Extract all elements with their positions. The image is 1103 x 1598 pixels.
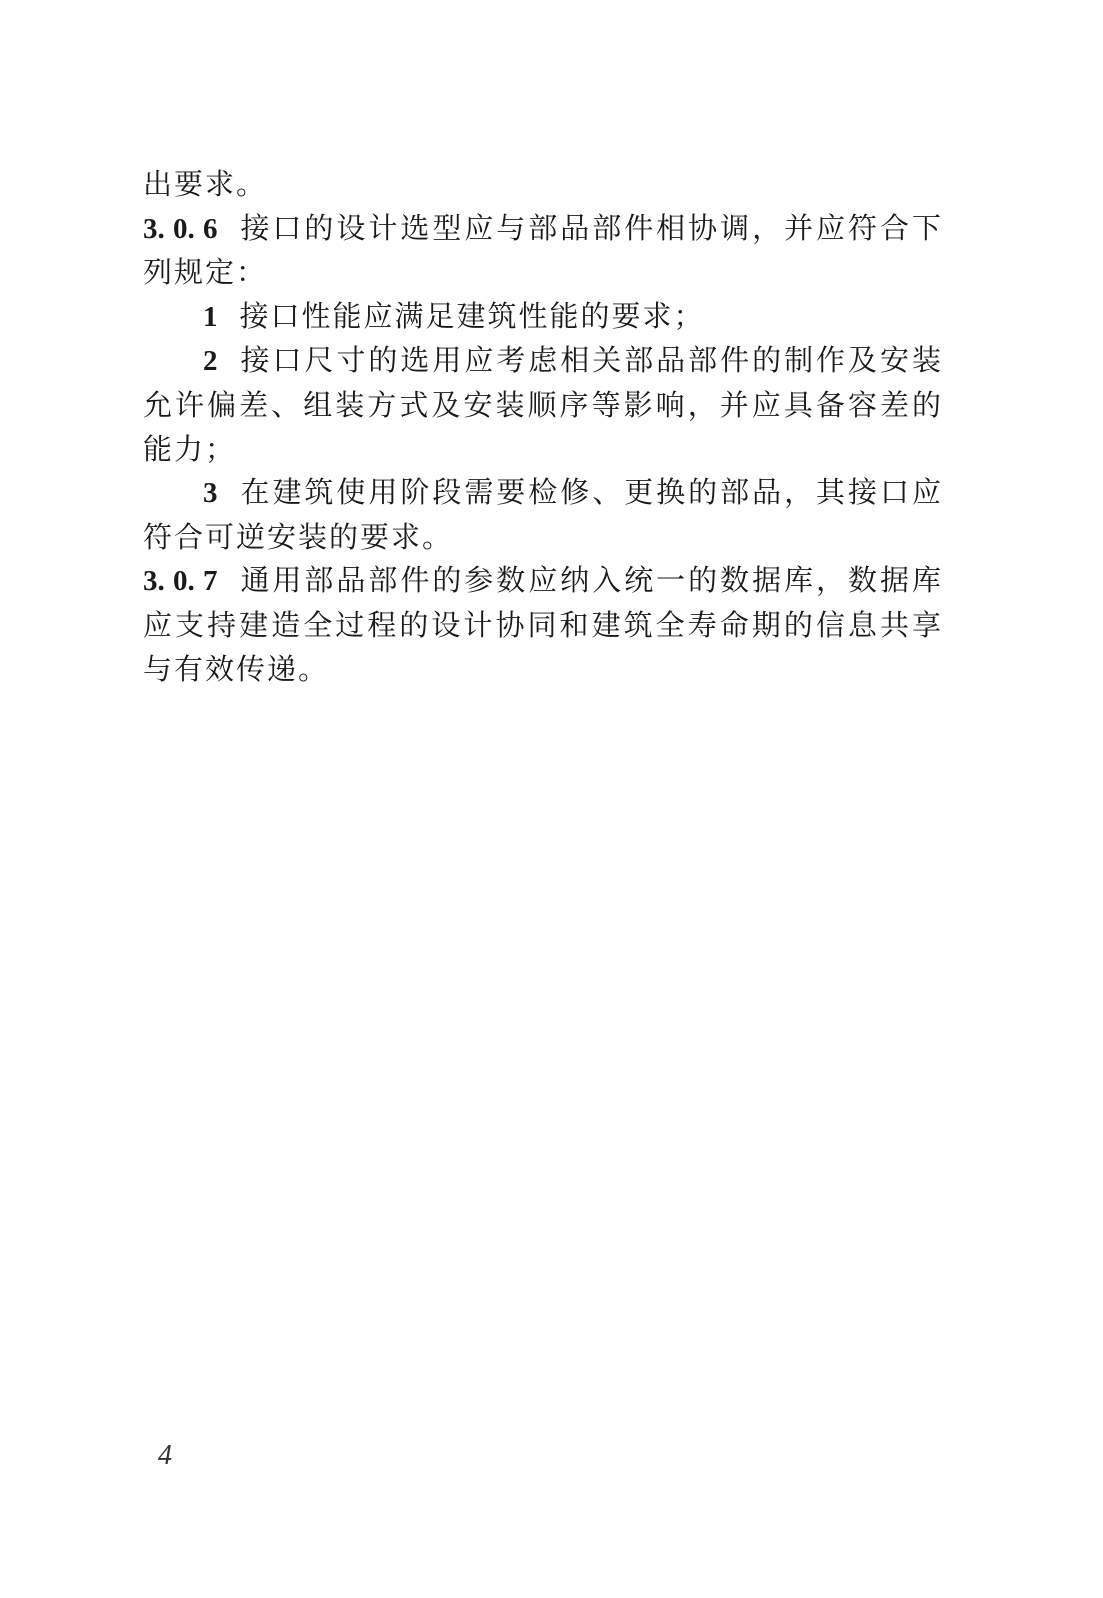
clause-text: 通用部品部件的参数应纳入统一的数据库，数据库应支持建造全过程的设计协同和建筑全寿命期的信息共享与有效传递。	[143, 563, 943, 686]
item-text: 接口性能应满足建筑性能的要求；	[239, 298, 705, 333]
item-text: 在建筑使用阶段需要检修、更换的部品，其接口应符合可逆安装的要求。	[143, 475, 943, 554]
list-item-3	[143, 471, 943, 559]
item-number: 2	[203, 345, 218, 378]
list-item-2	[143, 339, 943, 471]
item-number: 1	[203, 300, 218, 333]
paragraph-text: 出要求。	[143, 167, 268, 201]
item-text: 接口尺寸的选用应考虑相关部品部件的制作及安装允许偏差、组装方式及安装顺序等影响，并应具备容差的能力；	[143, 343, 943, 466]
paragraph-continuation	[143, 163, 943, 207]
clause-text: 接口的设计选型应与部品部件相协调，并应符合下列规定：	[143, 210, 943, 290]
clause-3-0-6	[143, 207, 943, 295]
body-text	[143, 163, 943, 691]
clause-3-0-7	[143, 559, 943, 691]
page-number: 4	[158, 1440, 172, 1471]
clause-number: 3. 0. 6	[143, 212, 218, 245]
list-item-1	[143, 295, 943, 340]
clause-number: 3. 0. 7	[143, 565, 218, 598]
item-number: 3	[203, 477, 218, 510]
